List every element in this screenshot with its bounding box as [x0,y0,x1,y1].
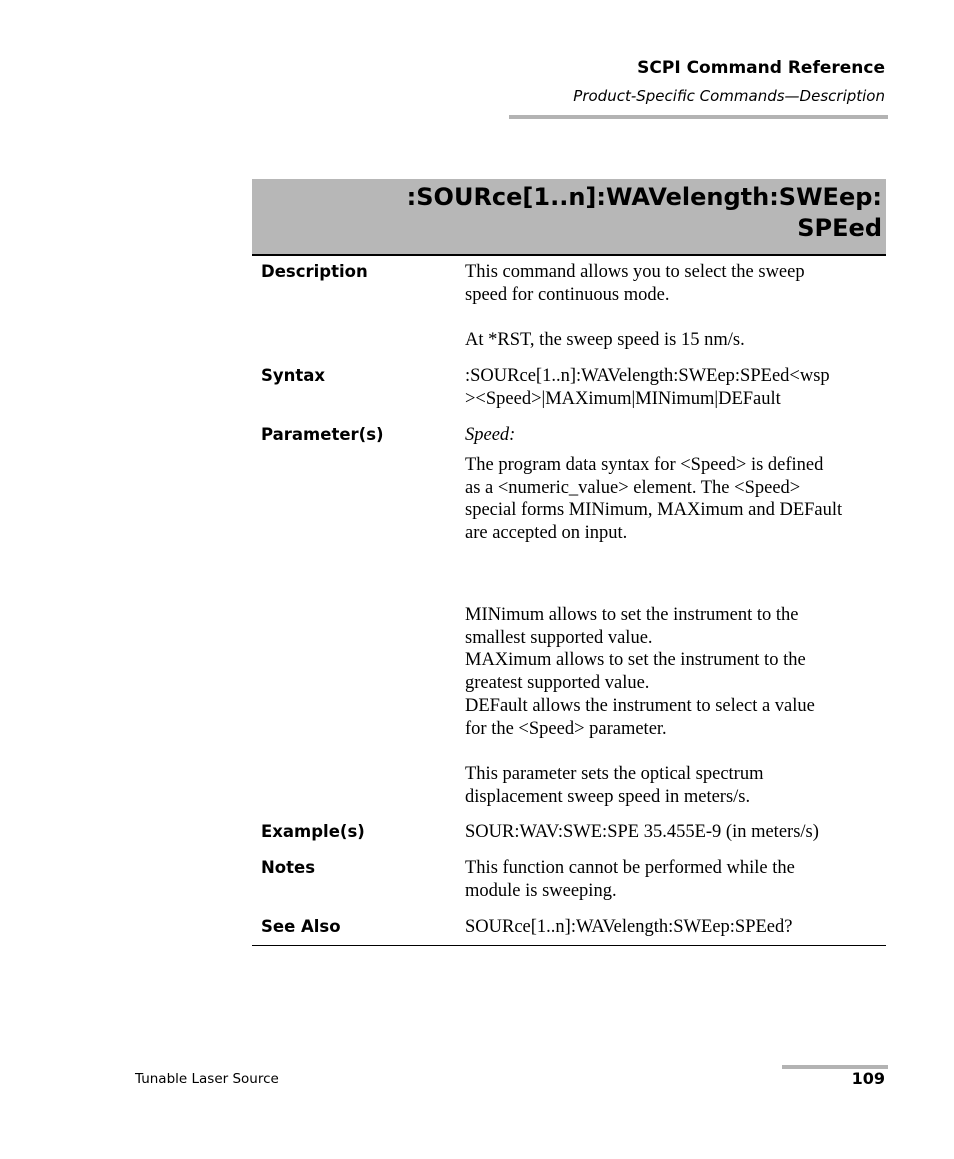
parameters-label: Parameter(s) [261,425,384,444]
running-header-title: SCPI Command Reference [637,58,885,78]
see-also-label: See Also [261,917,341,936]
notes-line: This function cannot be performed while the [465,858,795,878]
parameter-line: are accepted on input. [465,523,628,544]
syntax-line: ><Speed>|MAXimum|MINimum|DEFault [465,388,781,409]
description-rst: At *RST, the sweep speed is 15 nm/s. [465,330,745,350]
notes-line: module is sweeping. [465,880,617,901]
description-label: Description [261,262,368,281]
page-number: 109 [851,1069,885,1088]
parameter-line: This parameter sets the optical spectrum [465,764,764,784]
footer-product-name: Tunable Laser Source [135,1071,279,1087]
parameter-definition [465,454,889,545]
command-title-bar [252,179,886,256]
parameter-line: smallest supported value. [465,627,653,648]
syntax-label: Syntax [261,366,326,385]
parameter-line: displacement sweep speed in meters/s. [465,786,751,807]
parameter-line: DEFault allows the instrument to select a value [465,695,815,716]
parameter-line: MINimum allows to set the instrument to the [465,605,799,625]
examples-label: Example(s) [261,822,365,841]
notes-text [465,857,889,902]
parameter-name: Speed: [465,425,516,445]
syntax-text [465,365,889,410]
parameter-line: greatest supported value. [465,673,650,694]
parameter-line: as a <numeric_value> element. The <Speed> [465,477,801,498]
parameter-line: The program data syntax for <Speed> is defined [465,455,824,475]
parameter-note [465,763,889,808]
parameter-line: special forms MINimum, MAXimum and DEFault [465,500,843,521]
description-text [465,261,889,306]
running-header-subtitle: Product-Specific Commands—Description [573,87,885,105]
description-line: This command allows you to select the sweep [465,262,805,282]
syntax-line: :SOURce[1..n]:WAVelength:SWEep:SPEed<wsp [465,366,830,386]
command-title-line-2: SPEed [797,214,882,242]
notes-label: Notes [261,858,316,877]
parameter-special-forms [465,604,889,740]
description-line: speed for continuous mode. [465,284,670,305]
examples-text: SOUR:WAV:SWE:SPE 35.455E-9 (in meters/s) [465,822,819,842]
command-title-line-1: :SOURce[1..n]:WAVelength:SWEep: [406,183,882,211]
command-title [407,182,882,244]
parameter-line: MAXimum allows to set the instrument to the [465,650,806,671]
parameter-line: for the <Speed> parameter. [465,718,667,739]
see-also-text: SOURce[1..n]:WAVelength:SWEep:SPEed? [465,917,793,937]
table-bottom-rule [252,945,886,946]
header-rule [509,115,888,119]
